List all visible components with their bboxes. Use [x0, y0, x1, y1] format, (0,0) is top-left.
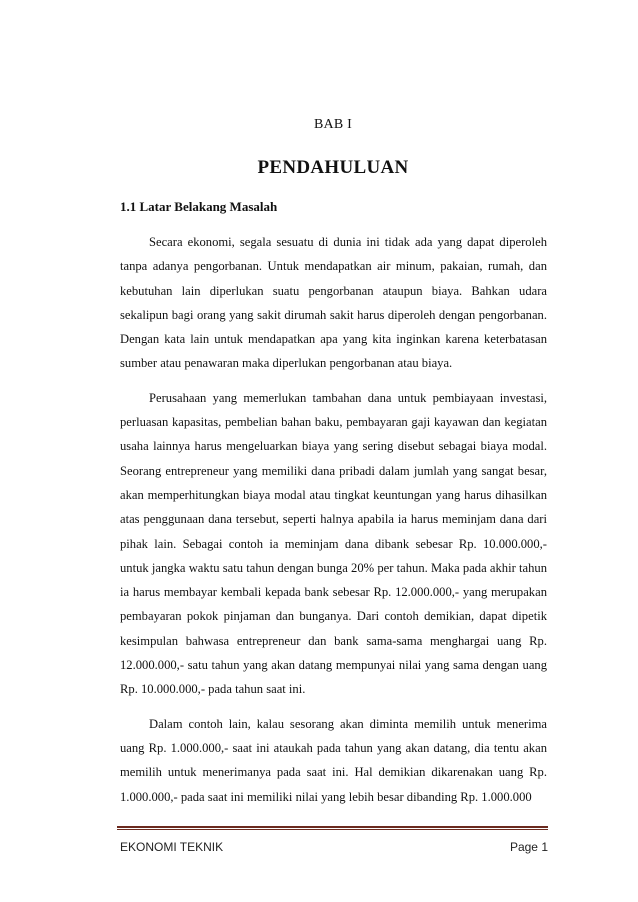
footer-divider — [117, 826, 548, 830]
paragraph-2: Perusahaan yang memerlukan tambahan dana untuk pembiayaan investasi, perluasan kapasitas, pembelian bahan baku, pembayaran gaji kayawan dan kegiatan usaha lainnya harus mengeluarkan biaya yang sering disebut sebagai biaya modal. Seorang entrepreneur yang memiliki dana pribadi dalam jumlah yang sangat besar, akan memperhitungkan biaya modal atau tingkat keuntungan yang harus dihasilkan atas penggunaan dana tersebut, seperti halnya apabila ia harus meminjam dana dari pihak lain. Sebagai contoh ia meminjam dana dibank sebesar Rp. 10.000.000,- untuk jangka waktu satu tahun dengan bunga 20% per tahun. Maka pada akhir tahun ia harus membayar kembali kepada bank sebesar Rp. 12.000.000,- yang merupakan pembayaran pokok pinjaman dan bunganya. Dari contoh demikian, dapat dipetik kesimpulan bahwasa entrepreneur dan bank sama-sama menghargai uang Rp. 12.000.000,- satu tahun yang akan datang mempunyai nilai yang sama dengan uang Rp. 10.000.000,- pada tahun saat ini. — [120, 390, 547, 697]
footer-page-number: Page 1 — [509, 840, 548, 854]
body-text — [120, 230, 547, 819]
footer-course-title: EKONOMI TEKNIK — [120, 840, 224, 854]
chapter-label: BAB I — [314, 117, 352, 132]
paragraph-3: Dalam contoh lain, kalau sesorang akan diminta memilih untuk menerima uang Rp. 1.000.000,- saat ini ataukah pada tahun yang akan datang, dia tentu akan memilih untuk menerimanya pada saat ini. Hal demikian dikarenakan uang Rp. 1.000.000,- pada saat ini memiliki nilai yang lebih besar dibanding Rp. 1.000.000 — [120, 716, 547, 804]
section-heading: 1.1 Latar Belakang Masalah — [120, 199, 278, 214]
paragraph-1: Secara ekonomi, segala sesuatu di dunia ini tidak ada yang dapat diperoleh tanpa adanya pengorbanan. Untuk mendapatkan air minum, pakaian, rumah, dan kebutuhan lain diperlukan suatu pengorbanan ataupun biaya. Bahkan udara sekalipun bagi orang yang sakit dirumah sakit harus diperoleh dengan pengorbanan. Dengan kata lain untuk mendapatkan apa yang kita inginkan karena keterbatasan sumber atau penawaran maka diperlukan pengorbanan atau biaya. — [120, 235, 547, 371]
chapter-title: PENDAHULUAN — [257, 157, 409, 178]
